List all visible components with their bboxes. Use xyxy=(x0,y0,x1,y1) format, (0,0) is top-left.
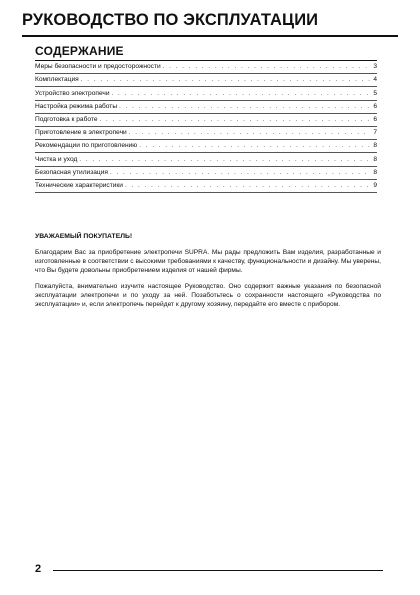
toc-item-label: Технические характеристики xyxy=(35,181,123,189)
toc-item[interactable] xyxy=(35,153,377,166)
toc-leader-dots xyxy=(125,180,371,192)
toc-leader-dots xyxy=(110,167,371,179)
toc-item-page: 7 xyxy=(373,129,377,137)
toc-leader-dots xyxy=(81,74,372,86)
toc-item-label: Подготовка к работе xyxy=(35,115,98,123)
toc-item-page: 4 xyxy=(373,76,377,84)
toc-item-label: Чистка и уход xyxy=(35,155,78,163)
toc-item[interactable] xyxy=(35,87,377,100)
toc-item-page: 9 xyxy=(373,181,377,189)
toc-item[interactable] xyxy=(35,101,377,114)
toc-item-page: 8 xyxy=(373,155,377,163)
toc-item[interactable] xyxy=(35,127,377,140)
toc-leader-dots xyxy=(129,127,372,139)
toc-item[interactable] xyxy=(35,74,377,87)
toc-item-label: Настройка режима работы xyxy=(35,102,118,110)
toc-item-label: Безопасная утилизация xyxy=(35,168,108,176)
toc-item[interactable] xyxy=(35,180,377,193)
customer-greeting xyxy=(35,233,381,315)
toc-item-page: 5 xyxy=(373,89,377,97)
page-title: РУКОВОДСТВО ПО ЭКСПЛУАТАЦИИ xyxy=(22,11,319,29)
toc-leader-dots xyxy=(112,88,372,100)
page-number: 2 xyxy=(35,563,42,575)
toc-item-label: Меры безопасности и предосторожности xyxy=(35,63,161,71)
toc-item-label: Приготовление в электропечи xyxy=(35,129,127,137)
toc-item[interactable] xyxy=(35,167,377,180)
toc-item-page: 6 xyxy=(373,102,377,110)
instructions-paragraph: Пожалуйста, внимательно изучите настоящее Руководство. Оно содержит важные указания по безопасной эксплуатации электропечи и по уходу за ней. Позаботьтесь о сохранности настоящего «Руководства по эксплуатации» и, если электропечь перейдет к другому хозяину, передайте его вместе с прибором. xyxy=(35,282,381,309)
toc-leader-dots xyxy=(79,154,371,166)
toc-item-label: Устройство электропечи xyxy=(35,89,110,97)
title-divider xyxy=(22,35,398,37)
toc-leader-dots xyxy=(163,61,372,73)
footer-divider xyxy=(53,570,383,571)
customer-heading: УВАЖАЕМЫЙ ПОКУПАТЕЛЬ! xyxy=(35,233,133,240)
toc-leader-dots xyxy=(119,101,371,113)
table-of-contents xyxy=(35,61,377,193)
toc-heading: СОДЕРЖАНИЕ xyxy=(35,44,124,58)
toc-item-label: Комплектация xyxy=(35,76,79,84)
toc-item-label: Рекомендации по приготовлению xyxy=(35,142,138,150)
toc-leader-dots xyxy=(139,140,371,152)
toc-leader-dots xyxy=(100,114,372,126)
toc-item-page: 8 xyxy=(373,168,377,176)
greeting-paragraph: Благодарим Вас за приобретение электропечи SUPRA. Мы рады предложить Вам изделия, разработанные и изготовленные в соответствии с высокими требованиями к качеству, функциональности и дизайну. Мы уверены, что Вы будете довольны приобретением изделия от нашей фирмы. xyxy=(35,249,381,275)
toc-item-page: 8 xyxy=(373,142,377,150)
toc-item[interactable] xyxy=(35,61,377,74)
toc-item[interactable] xyxy=(35,114,377,127)
toc-item[interactable] xyxy=(35,140,377,153)
toc-item-page: 6 xyxy=(373,115,377,123)
toc-item-page: 3 xyxy=(373,63,377,71)
